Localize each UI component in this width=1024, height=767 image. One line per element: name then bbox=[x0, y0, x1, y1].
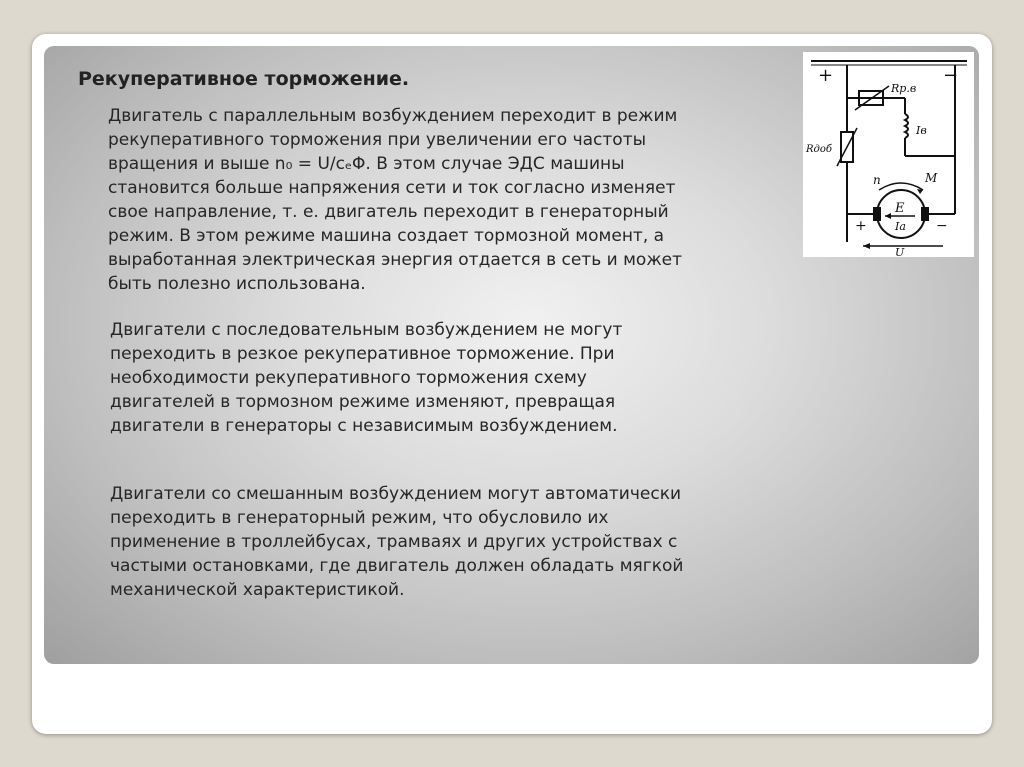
emf-arrowhead bbox=[885, 213, 891, 219]
rotation-arc bbox=[879, 183, 923, 190]
minus-top-label: − bbox=[943, 65, 959, 86]
circuit-schematic bbox=[803, 52, 974, 257]
paragraph-compound-text: Двигатели со смешанным возбуждением могут автоматически переходить в генераторный режим, что обусловило их применение в троллейбусах, трамваях и других устройствах с частыми остановками, где двигатель должен обладать мягкой bbox=[110, 484, 684, 576]
paragraph-series-excitation: Двигатели с последовательным возбуждением не могут переходить в резкое рекуперативное торможение. При необходимости рекуперативного торможения схему двигателей в тормозном режиме изменяют, превращая двигатели в генераторы с независимым возбуждением. bbox=[110, 320, 623, 436]
voltage-arrowhead bbox=[863, 243, 870, 249]
plus-bottom-label: + bbox=[855, 218, 867, 234]
plus-top-label: + bbox=[818, 65, 834, 86]
armature-current-label: Iа bbox=[895, 220, 906, 233]
minus-bottom-label: − bbox=[936, 218, 948, 234]
paragraph-compound-excitation bbox=[110, 482, 930, 602]
brush-left bbox=[873, 207, 881, 221]
speed-label: n bbox=[873, 173, 881, 187]
paragraph-parallel-excitation: Двигатель с параллельным возбуждением переходит в режим рекуперативного торможения при увеличении его частоты вращения и выше n₀ = U/cₑΦ. В этом случае ЭДС машины становится больше напряжения сети и ток согласно изменяет свое направление, т. е. двигатель переходит в генераторный режим. В этом режиме машина создает тормозной момент, а выработанная электрическая энергия отдается в сеть и может быть полезно использована. bbox=[108, 106, 682, 294]
paragraph-compound-last-line: механической характеристикой. bbox=[110, 580, 405, 600]
voltage-label: U bbox=[895, 246, 905, 257]
torque-label: M bbox=[925, 171, 938, 185]
circuit-diagram-svg bbox=[803, 52, 974, 257]
field-rheostat-label: Rр.в bbox=[891, 82, 917, 95]
emf-label: E bbox=[895, 201, 905, 216]
field-winding bbox=[905, 114, 908, 138]
brush-right bbox=[921, 207, 929, 221]
added-resistor-label: Rдоб bbox=[806, 144, 832, 155]
field-current-label: Iв bbox=[916, 124, 927, 137]
slide-title: Рекуперативное торможение. bbox=[78, 68, 410, 90]
